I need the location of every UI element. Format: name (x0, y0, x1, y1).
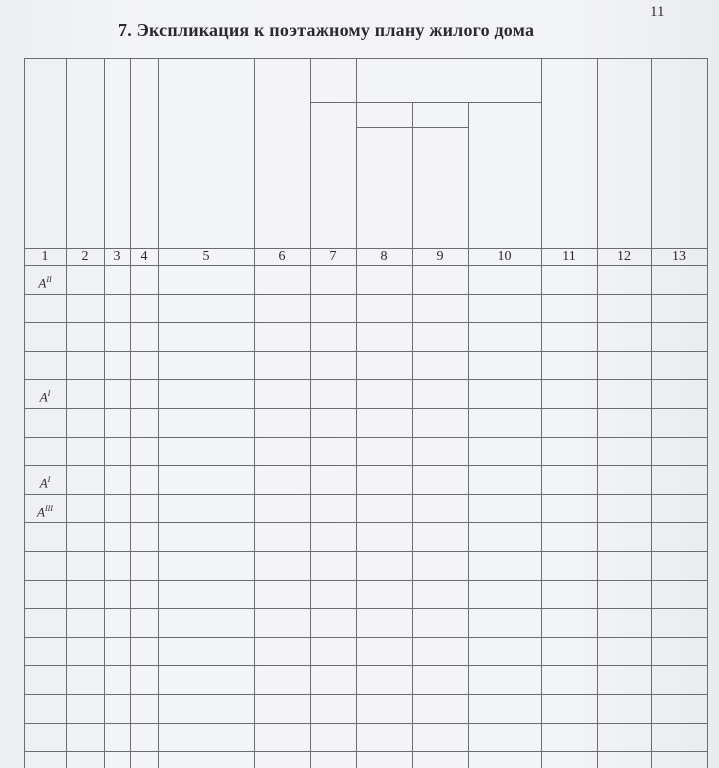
column-line (130, 58, 131, 768)
cell-lit: $А^{II}$ (38, 275, 52, 291)
header-col1 (30, 61, 60, 245)
column-number: 11 (562, 249, 576, 264)
table-row-line (24, 694, 707, 695)
column-line (707, 58, 708, 768)
column-number: 4 (140, 249, 148, 264)
header-col3 (105, 61, 129, 245)
table-row-line (24, 522, 707, 523)
litera-superscript: I (47, 389, 51, 399)
column-number: 10 (497, 249, 512, 264)
cell-lit: $А^I$ (39, 475, 51, 491)
table-row-line (24, 580, 707, 581)
table-row-line (24, 551, 707, 552)
page-title: 7. Экспликация к поэтажному плану жилого дома (118, 20, 535, 40)
column-number: 13 (672, 249, 686, 264)
column-number: 6 (278, 249, 286, 264)
column-line (356, 58, 357, 768)
cell-lit: $А^{III}$ (37, 503, 53, 520)
column-number: 7 (329, 249, 337, 264)
column-number: 9 (436, 249, 444, 264)
table-row-line (24, 294, 707, 295)
litera-superscript: I (47, 475, 51, 485)
column-line (468, 58, 469, 768)
header-col11 (557, 61, 581, 245)
header-col10 (472, 105, 538, 245)
column-number: 12 (617, 249, 631, 264)
column-line (66, 58, 67, 768)
header-col12 (598, 61, 650, 245)
table-row-line (24, 637, 707, 638)
column-line (310, 58, 311, 768)
header-span-cover (413, 103, 468, 127)
column-line (158, 58, 159, 768)
header-col2 (71, 61, 99, 245)
table-row-line (24, 665, 707, 666)
table-row-line (24, 751, 707, 752)
column-number: 8 (380, 249, 388, 264)
cell-lit: $А^I$ (39, 389, 51, 405)
header-col7 (312, 105, 354, 245)
table-row-line (24, 379, 707, 380)
column-line (541, 58, 542, 768)
column-line (254, 58, 255, 768)
table-row-line (24, 723, 707, 724)
column-number: 2 (81, 249, 89, 264)
table-row-line (24, 494, 707, 495)
column-line (412, 58, 413, 768)
header-col4 (132, 61, 156, 245)
litera-superscript: III (44, 503, 53, 513)
header-col6 (256, 61, 308, 245)
header-col13 (666, 61, 692, 245)
table-row-line (24, 322, 707, 323)
number-row-line (24, 265, 707, 266)
table-row-line (24, 408, 707, 409)
table-row-line (24, 437, 707, 438)
column-number: 1 (41, 249, 49, 264)
column-number: 5 (202, 249, 210, 264)
table-row-line (24, 465, 707, 466)
column-number: 3 (113, 249, 121, 264)
column-line (24, 58, 25, 768)
header-span-cover (357, 59, 541, 102)
table-row-line (24, 351, 707, 352)
litera-superscript: II (46, 275, 52, 284)
page-number: 11 (650, 4, 665, 20)
subheader-line (356, 127, 468, 128)
column-line (651, 58, 652, 768)
table-row-line (24, 608, 707, 609)
